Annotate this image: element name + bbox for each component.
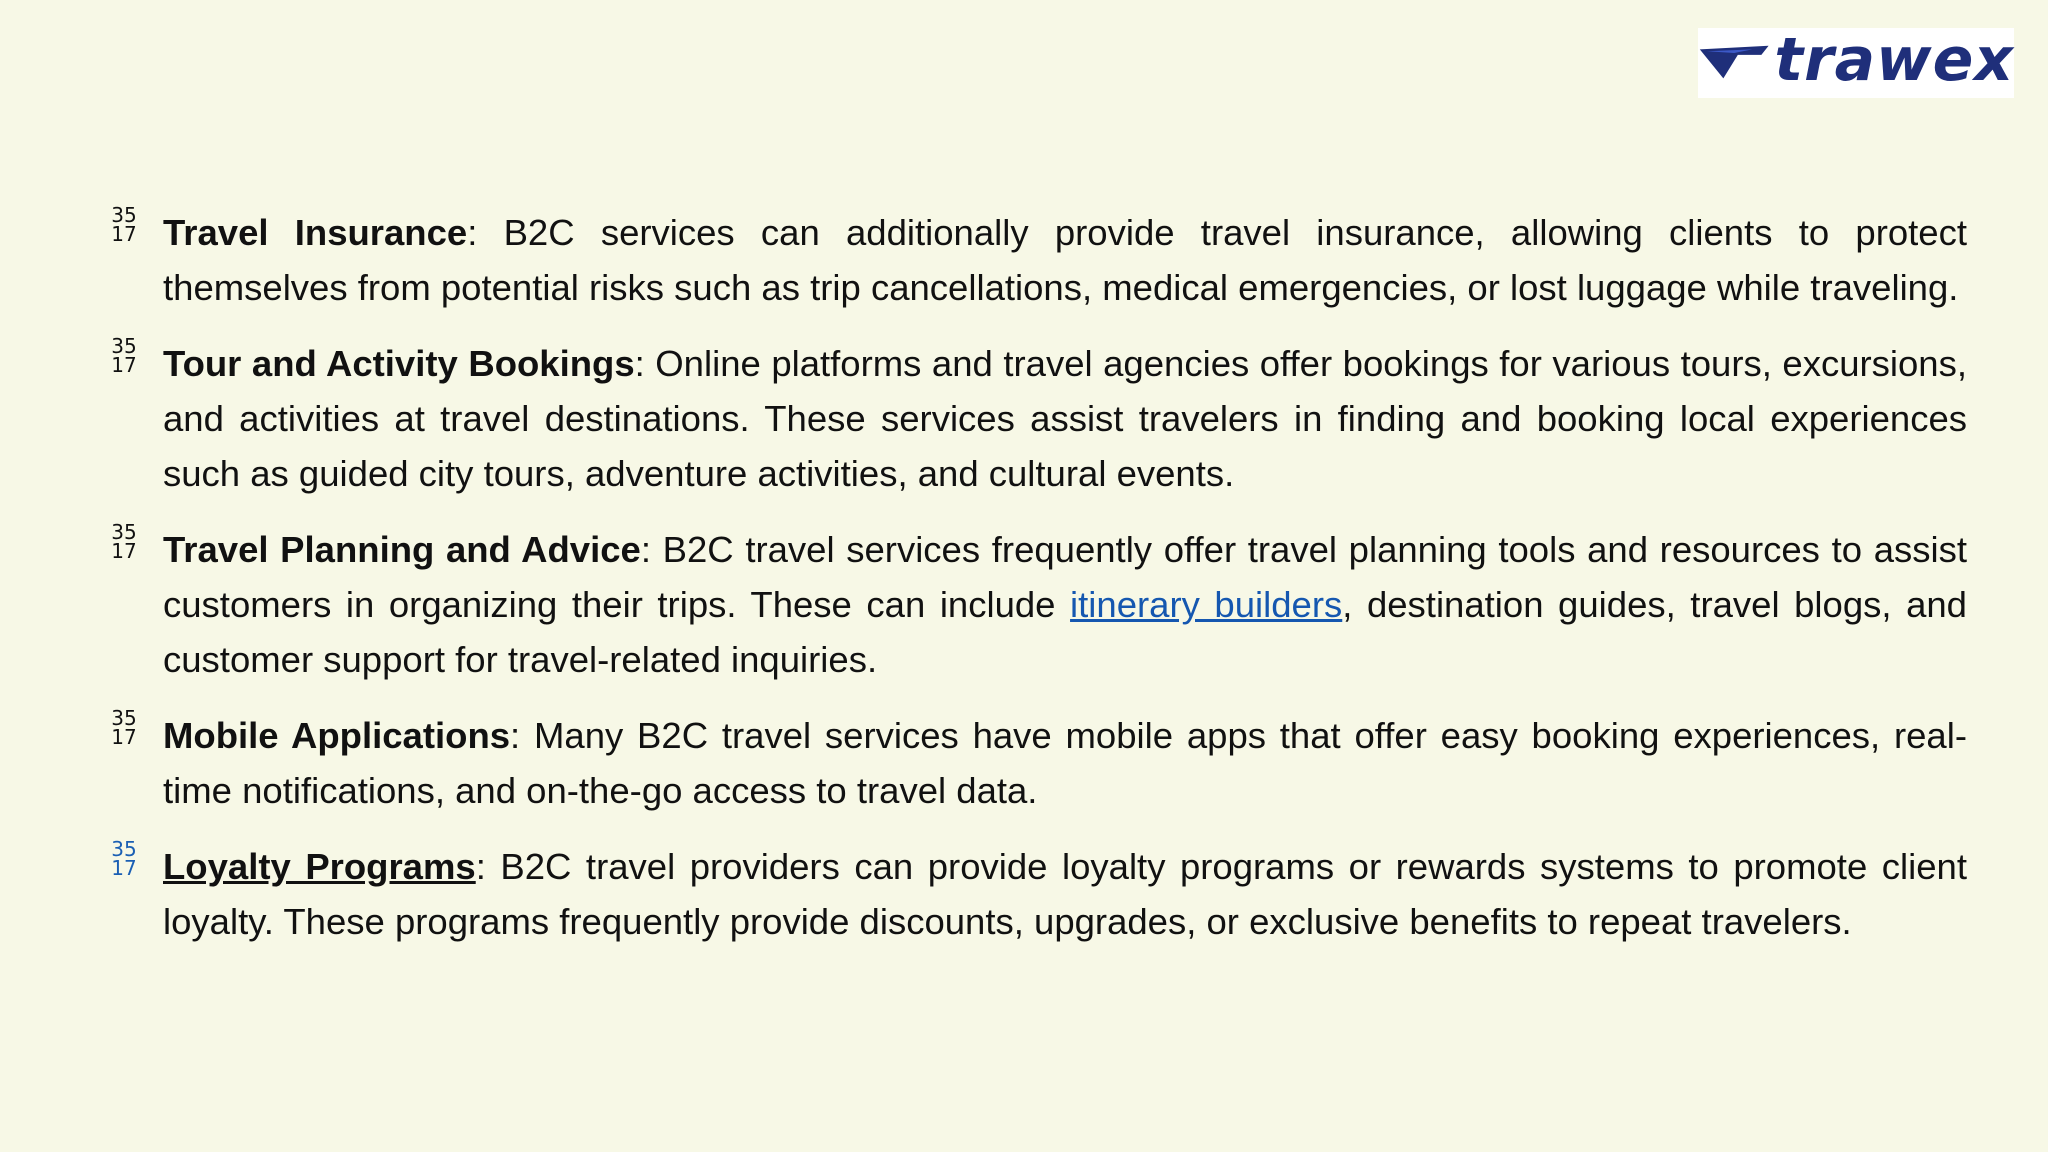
bullet-marker: 35 17 (111, 334, 137, 377)
item-body: : B2C travel providers can provide loyalty programs or rewards systems to promote client loyalty. These programs frequently provide discounts, upgrades, or exclusive benefits to repeat travelers. (163, 846, 1967, 942)
item-term: Mobile Applications (163, 715, 511, 756)
list-item-tour-activity-bookings (105, 336, 1967, 501)
logo-text: trawex (1774, 25, 2014, 95)
list-item-mobile-applications (105, 708, 1967, 818)
bullet-marker: 35 17 (111, 520, 137, 563)
item-body: : B2C travel services frequently offer travel planning tools and resources to assist customers in organizing their trips. These can include (163, 529, 1967, 625)
item-term: Travel Insurance (163, 212, 468, 253)
logo-arrow-icon (1698, 40, 1770, 86)
list-item-loyalty-programs (105, 839, 1967, 949)
item-term: Travel Planning and Advice (163, 529, 641, 570)
item-term[interactable]: Loyalty Programs (163, 846, 476, 887)
bullet-marker: 35 17 (111, 837, 137, 880)
itinerary-builders-link[interactable]: itinerary builders (1070, 584, 1343, 625)
item-body-end: , destination guides, travel blogs, and customer support for travel-related inquiries. (163, 584, 1967, 680)
services-list (105, 205, 1967, 970)
list-item-travel-planning (105, 522, 1967, 687)
bullet-marker: 35 17 (111, 706, 137, 749)
bullet-marker: 35 17 (111, 203, 137, 246)
item-term: Tour and Activity Bookings (163, 343, 635, 384)
trawex-logo (1698, 25, 2014, 98)
item-body: : B2C services can additionally provide travel insurance, allowing clients to protect themselves from potential risks such as trip cancellations, medical emergencies, or lost luggage while traveling. (163, 212, 1967, 308)
item-body: : Many B2C travel services have mobile apps that offer easy booking experiences, real-time notifications, and on-the-go access to travel data. (163, 715, 1967, 811)
list-item-travel-insurance (105, 205, 1967, 315)
item-body: : Online platforms and travel agencies offer bookings for various tours, excursions, and activities at travel destinations. These services assist travelers in finding and booking local experiences such as guided city tours, adventure activities, and cultural events. (163, 343, 1967, 494)
